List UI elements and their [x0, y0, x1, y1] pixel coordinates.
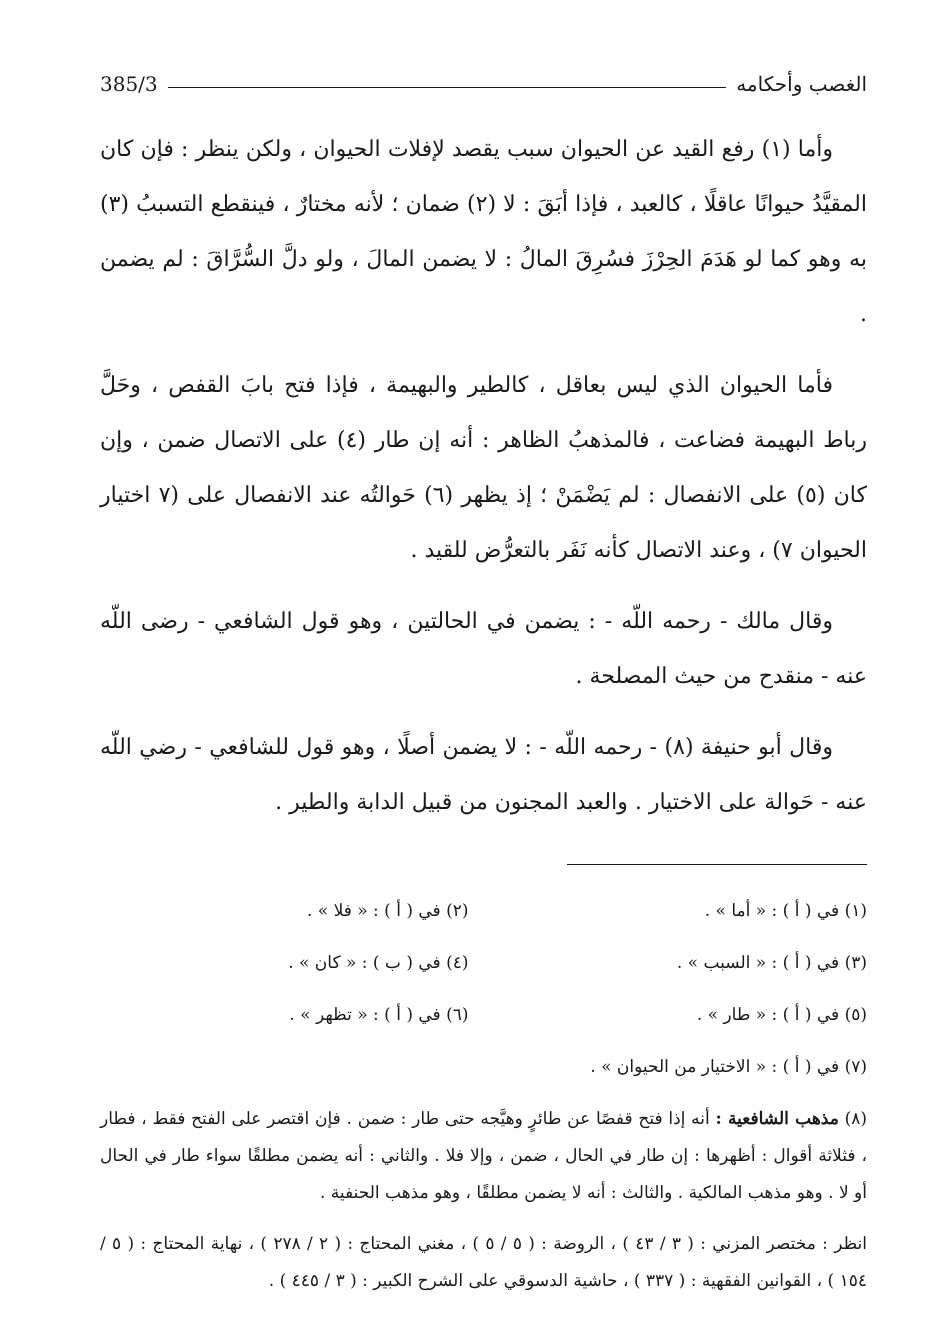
- footnote: (٣) في ( أ ) : « السبب » .: [676, 953, 867, 973]
- running-header: [100, 62, 867, 96]
- footnotes-short: [100, 885, 867, 1041]
- footnote: (٤) في ( ب ) : « كان » .: [288, 953, 469, 973]
- main-text: [100, 122, 867, 830]
- footnote-text: أنه إذا فتح قفصًا عن طائرٍ وهيَّجه حتى طار : ضمن . فإن اقتصر على الفتح فقط ، فطار ، فثلاثة أقوال : أظهرها : إن طار في الحال ، ضمن ، وإلا فلا . والثاني : أنه يضمن مطلقًا سواء طار في الحال أو لا . وهو مذهب المالكية . والثالث : أنه لا يضمن مطلقًا ، وهو مذهب الحنفية .: [100, 1109, 867, 1203]
- footnote: (٥) في ( أ ) : « طار » .: [696, 1005, 867, 1025]
- paragraph: وقال مالك - رحمه اللّه - : يضمن في الحالتين ، وهو قول الشافعي - رضى اللّه عنه - منقدح من حيث المصلحة .: [100, 609, 867, 689]
- references: انظر : مختصر المزني : ( ٣ / ٤٣ ) ، الروضة : ( ٥ / ٥ ) ، مغني المحتاج : ( ٢ / ٢٧٨ ) ، نهاية المحتاج : ( ٥ / ١٥٤ ) ، القوانين الفقهية : ( ٣٣٧ ) ، حاشية الدسوقي على الشرح الكبير : ( ٣ / ٤٤٥ ) .: [100, 1234, 867, 1291]
- footnote: (٢) في ( أ ) : « فلا » .: [306, 901, 469, 921]
- header-rule: [168, 87, 727, 88]
- paragraph: وأما (١) رفع القيد عن الحيوان سبب يقصد لإفلات الحيوان ، ولكن ينظر : فإن كان المقيَّدُ حيوانًا عاقلًا ، كالعبد ، فإذا أبَقَ : لا (٢) ضمان ؛ لأنه مختارٌ ، فينقطع التسببُ (٣) به وهو كما لو هَدَمَ الحِرْزَ فسُرِقَ المالُ : لا يضمن المالَ ، ولو دلَّ السُّرَّاقَ : لم يضمن .: [100, 137, 867, 327]
- footnote: (٦) في ( أ ) : « تظهر » .: [289, 1005, 469, 1025]
- footnote: (٧) في ( أ ) : « الاختيار من الحيوان » .: [590, 1057, 867, 1077]
- footnote-number: (٨): [844, 1109, 868, 1129]
- footnote-separator: [567, 864, 867, 865]
- footnote-long: [100, 1101, 867, 1212]
- footnote: (١) في ( أ ) : « أما » .: [704, 901, 867, 921]
- chapter-title: الغصب وأحكامه: [736, 72, 867, 96]
- page-number: 385/3: [100, 72, 158, 96]
- paragraph: وقال أبو حنيفة (٨) - رحمه اللّه - : لا يضمن أصلًا ، وهو قول للشافعي - رضي اللّه عنه - حَوالة على الاختيار . والعبد المجنون من قبيل الدابة والطير .: [100, 735, 867, 815]
- paragraph: فأما الحيوان الذي ليس بعاقل ، كالطير والبهيمة ، فإذا فتح بابَ القفص ، وحَلَّ رباط البهيمة فضاعت ، فالمذهبُ الظاهر : أنه إن طار (٤) على الاتصال ضمن ، وإن كان (٥) على الانفصال : لم يَضْمَنْ ؛ إذ يظهر (٦) حَوالتُه عند الانفصال على (٧ اختيار الحيوان ٧) ، وعند الاتصال كأنه نَفَر بالتعرُّض للقيد .: [100, 373, 868, 563]
- footnote-heading: مذهب الشافعية :: [715, 1109, 839, 1129]
